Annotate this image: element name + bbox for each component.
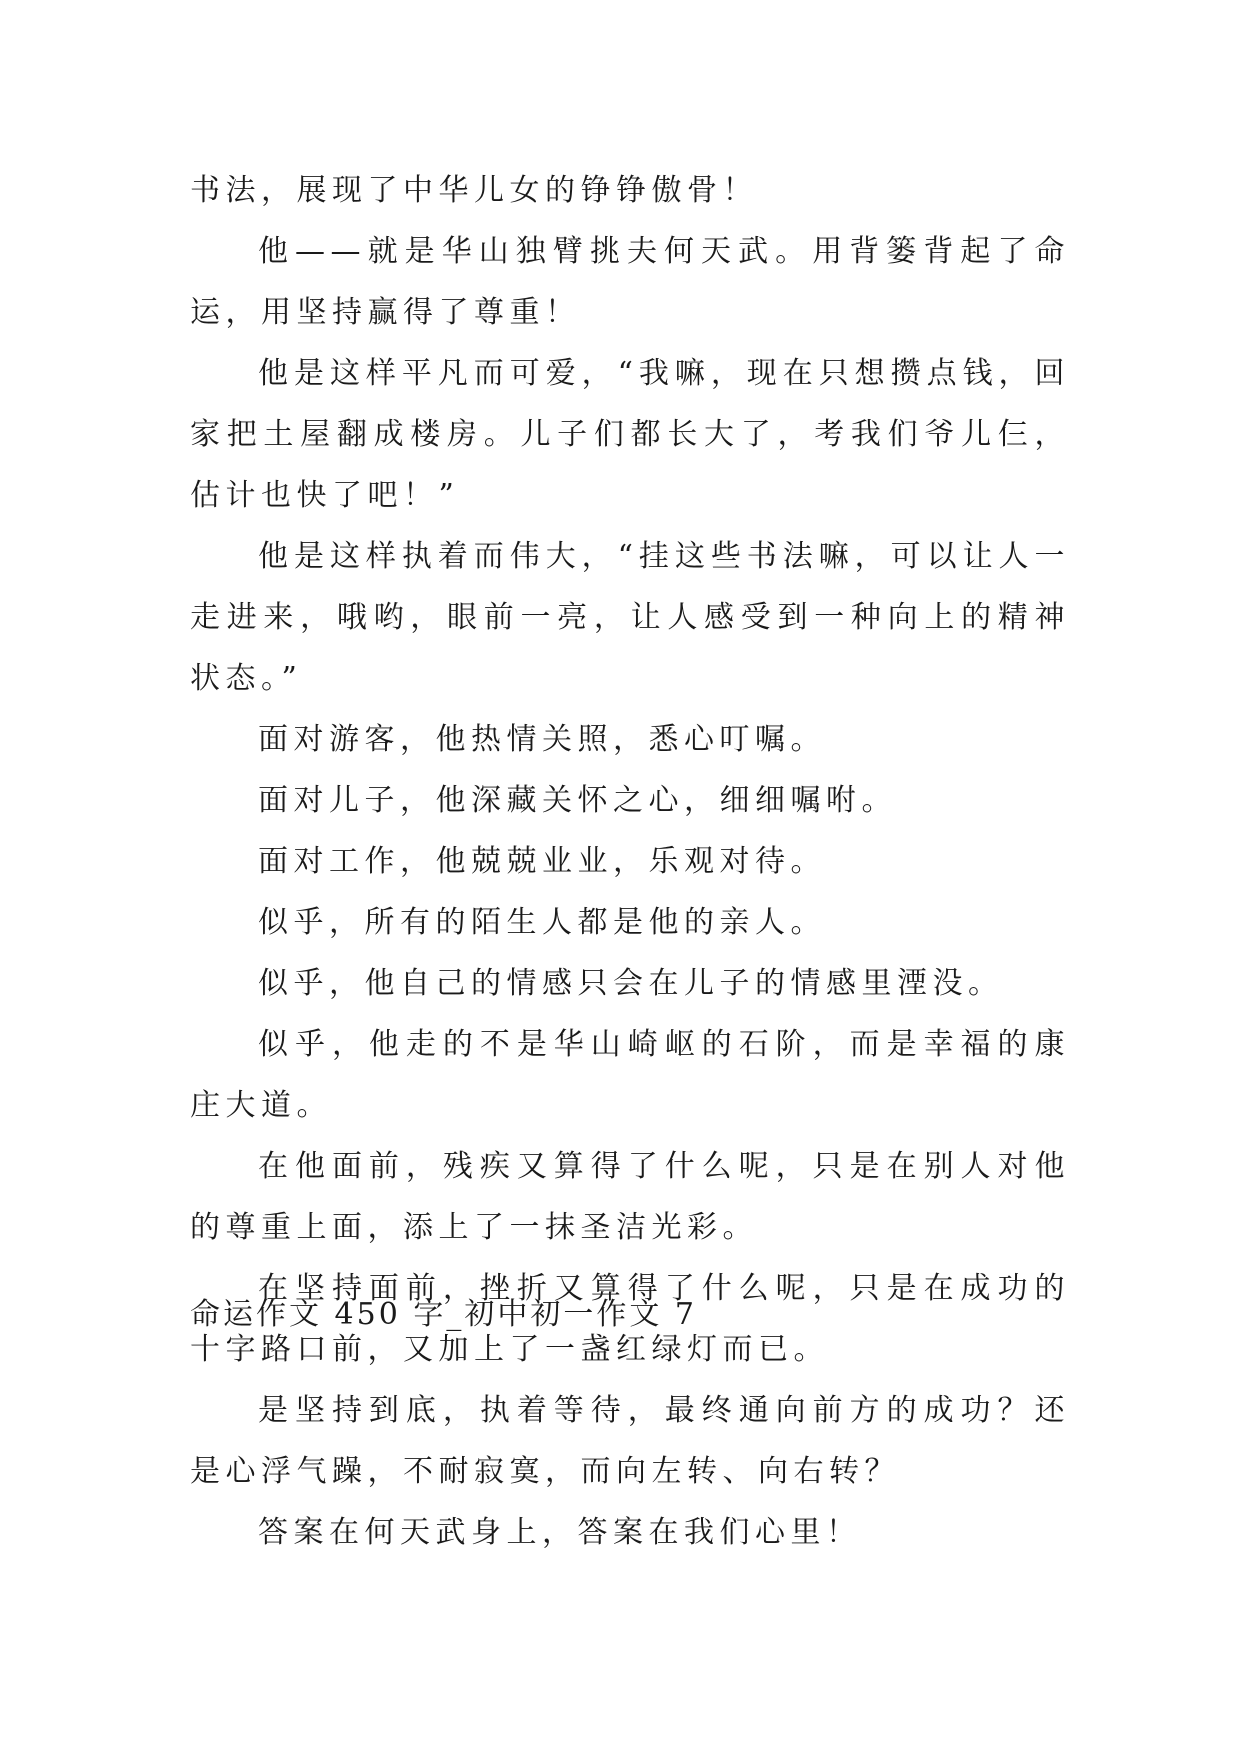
paragraph-11: 在他面前，残疾又算得了什么呢，只是在别人对他的尊重上面，添上了一抹圣洁光彩。	[190, 1149, 1070, 1245]
paragraph-4: 他是这样执着而伟大，“挂这些书法嘛，可以让人一走进来，哦哟，眼前一亮，让人感受到一种向上的精神状态。”	[190, 539, 1070, 696]
paragraph-6: 面对儿子，他深藏关怀之心，细细嘱咐。	[258, 783, 897, 818]
paragraph-14: 答案在何天武身上，答案在我们心里！	[258, 1515, 862, 1550]
paragraph-3: 他是这样平凡而可爱，“我嘛，现在只想攒点钱，回家把土屋翻成楼房。儿子们都长大了，考我们爷儿仨，估计也快了吧！”	[190, 356, 1070, 513]
next-article-heading: 命运作文 450 字_初中初一作文 7	[190, 1297, 697, 1332]
paragraph-8: 似乎，所有的陌生人都是他的亲人。	[258, 905, 826, 940]
article-body	[190, 160, 1070, 1563]
paragraph-2: 他——就是华山独臂挑夫何天武。用背篓背起了命运，用坚持赢得了尊重！	[190, 234, 1070, 330]
paragraph-1: 书法，展现了中华儿女的铮铮傲骨！	[190, 173, 758, 208]
paragraph-7: 面对工作，他兢兢业业，乐观对待。	[258, 844, 826, 879]
paragraph-12: 在坚持面前，挫折又算得了什么呢，只是在成功的十字路口前，又加上了一盏红绿灯而已。	[190, 1271, 1070, 1367]
paragraph-10: 似乎，他走的不是华山崎岖的石阶，而是幸福的康庄大道。	[190, 1027, 1070, 1123]
paragraph-9: 似乎，他自己的情感只会在儿子的情感里湮没。	[258, 966, 1004, 1001]
paragraph-13: 是坚持到底，执着等待，最终通向前方的成功？还是心浮气躁，不耐寂寞，而向左转、向右转？	[190, 1393, 1070, 1489]
paragraph-5: 面对游客，他热情关照，悉心叮嘱。	[258, 722, 826, 757]
